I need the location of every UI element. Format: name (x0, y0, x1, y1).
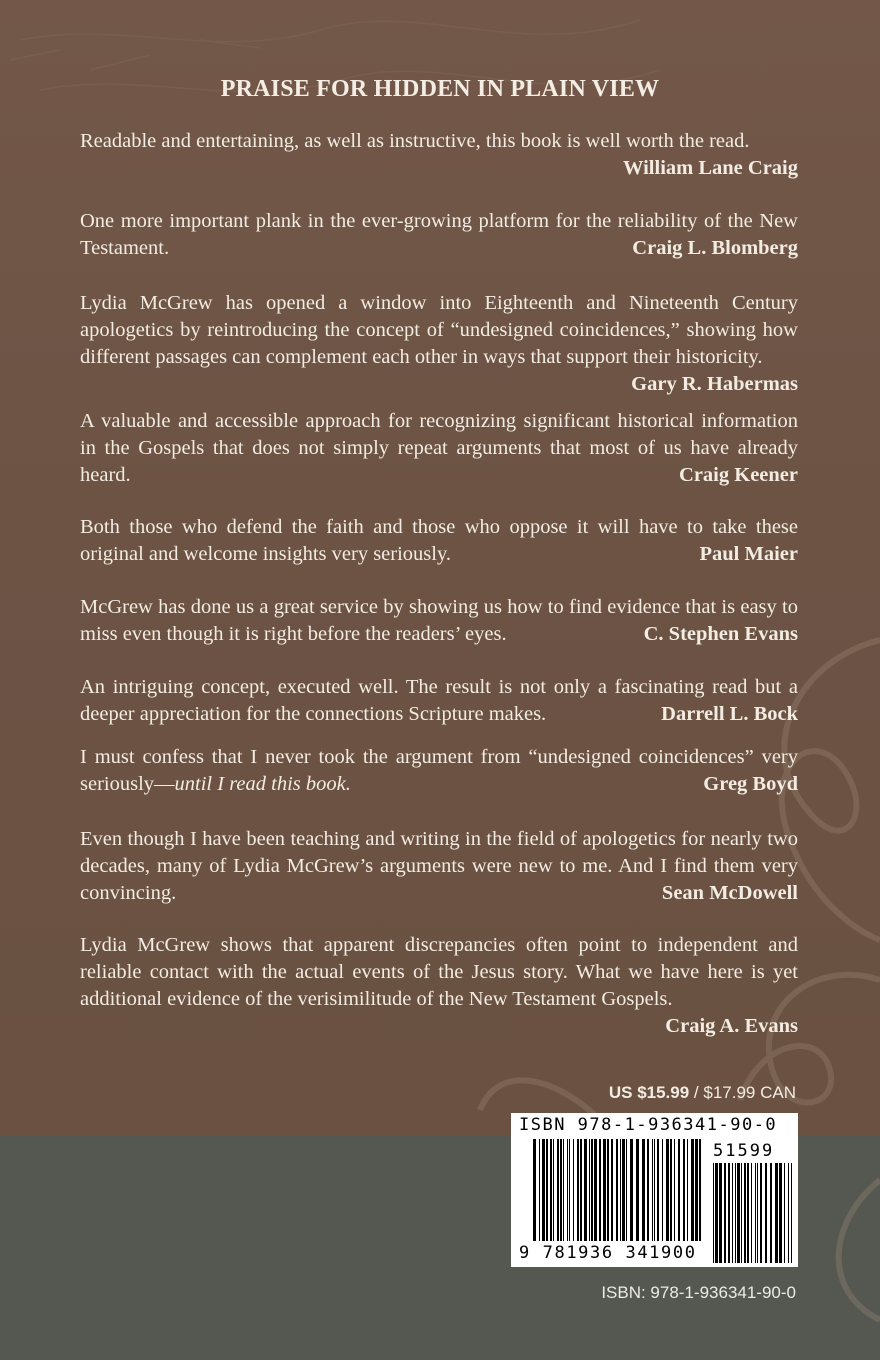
endorsement-quote (80, 932, 798, 1040)
price-can: $17.99 CAN (703, 1083, 796, 1102)
endorsement-quote (80, 208, 798, 262)
quote-text-italic: until I read this book. (174, 773, 351, 795)
endorsement-quote (80, 826, 798, 907)
quote-author: Craig A. Evans (665, 1015, 798, 1037)
quote-author: Craig Keener (679, 464, 798, 486)
isbn-footer: ISBN: 978-1-936341-90-0 (601, 1283, 796, 1302)
quote-text: Readable and entertaining, as well as instructive, this book is well worth the read. (80, 130, 750, 152)
quote-author: Craig L. Blomberg (632, 237, 798, 259)
quote-text: One more important plank in the ever-growing platform for the reliability of the New Testament. (80, 210, 798, 259)
quote-text: Even though I have been teaching and writing in the field of apologetics for nearly two decades, many of Lydia McGrew’s arguments were new to me. And I find them very convincing. (80, 828, 798, 904)
quote-author: William Lane Craig (622, 157, 798, 179)
quote-text: Lydia McGrew has opened a window into Eighteenth and Nineteenth Century apologetics by reintroducing the concept of “undesigned coincidences,” showing how different passages can complement each other in ways that support their historicity. (80, 292, 798, 368)
quote-author: Sean McDowell (661, 882, 798, 904)
quote-text: I must confess that I never took the argument from “undesigned coincidences” very seriously— (80, 746, 798, 795)
endorsement-quote (80, 514, 798, 568)
endorsement-quote (80, 128, 798, 182)
endorsement-quote (80, 744, 798, 798)
endorsement-quote (80, 594, 798, 648)
barcode-isbn-label: ISBN 978-1-936341-90-0 (519, 1115, 778, 1135)
praise-heading: PRAISE FOR HIDDEN IN PLAIN VIEW (220, 76, 660, 102)
endorsement-quote (80, 674, 798, 728)
price-line (609, 1083, 796, 1103)
quote-text: An intriguing concept, executed well. The result is not only a fascinating read but a deeper appreciation for the connections Scripture makes. (80, 676, 798, 725)
price-us: US $15.99 (608, 1083, 690, 1102)
quote-author: Gary R. Habermas (631, 373, 798, 395)
quote-author: C. Stephen Evans (643, 623, 798, 645)
barcode-addon-number: 51599 (713, 1141, 775, 1161)
quote-text: A valuable and accessible approach for recognizing significant historical information in the Gospels that does not simply repeat arguments that most of us have already heard. (80, 410, 798, 486)
barcode-ean-digits: 9 781936 341900 (519, 1243, 697, 1263)
price-separator: / (689, 1083, 704, 1102)
endorsement-quote (80, 408, 798, 489)
endorsement-quote (80, 290, 798, 398)
quote-author: Greg Boyd (703, 773, 798, 795)
quote-author: Darrell L. Bock (661, 703, 798, 725)
quote-text: Both those who defend the faith and those who oppose it will have to take these original and welcome insights very seriously. (80, 516, 798, 565)
quote-author: Paul Maier (699, 543, 798, 565)
barcode (511, 1113, 798, 1267)
quote-text: McGrew has done us a great service by showing us how to find evidence that is easy to miss even though it is right before the readers’ eyes. (80, 596, 798, 645)
quote-text: Lydia McGrew shows that apparent discrepancies often point to independent and reliable contact with the actual events of the Jesus story. What we have here is yet additional evidence of the verisimilitude of the New Testament Gospels. (80, 934, 798, 1010)
